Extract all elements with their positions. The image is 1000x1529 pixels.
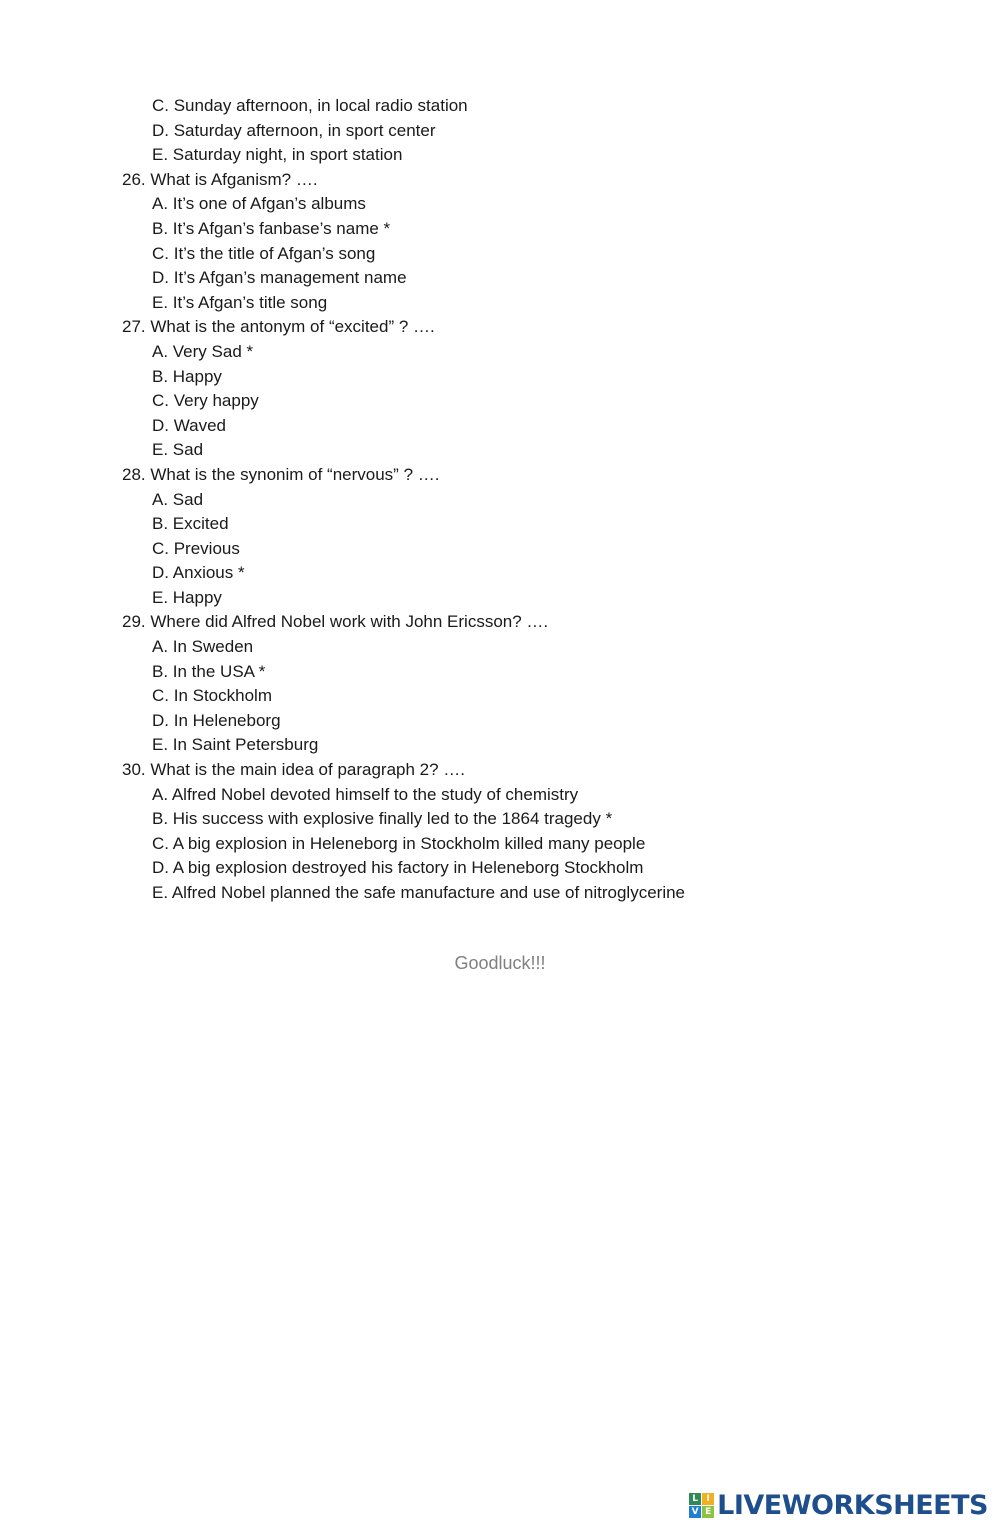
answer-option: D. It’s Afgan’s management name [152,268,407,288]
liveworksheets-wordmark: LIVEWORKSHEETS [717,1489,988,1521]
answer-option: B. It’s Afgan’s fanbase’s name * [152,218,391,238]
answer-option: E. Saturday night, in sport station [152,145,403,165]
answer-option: C. Previous [152,538,240,558]
answer-option: D. In Heleneborg [152,710,281,730]
logo-letter-v: V [689,1506,701,1518]
answer-option: A. In Sweden [152,637,254,657]
answer-option: D. A big explosion destroyed his factory in Heleneborg Stockholm [152,858,644,878]
answer-option: D. Anxious * [152,563,245,583]
answer-option: A. Alfred Nobel devoted himself to the study of chemistry [152,784,579,804]
answer-option: D. Saturday afternoon, in sport center [152,120,436,140]
answer-option: B. Excited [152,514,229,534]
answer-option: B. In the USA * [152,661,266,681]
answer-option: E. Alfred Nobel planned the safe manufacture and use of nitroglycerine [152,883,686,902]
closing-message: Goodluck!!! [454,953,546,973]
answer-option: E. Sad [152,440,204,460]
answer-option: E. Happy [152,587,222,607]
answer-option: B. Happy [152,366,222,386]
answer-option: A. Very Sad * [152,341,254,361]
liveworksheets-brand[interactable] [689,1489,988,1521]
logo-letter-l: L [689,1493,701,1505]
liveworksheets-logo-icon [689,1493,713,1517]
question-28: 28. What is the synonim of “nervous” ? …. [122,464,440,484]
answer-option: C. Sunday afternoon, in local radio station [152,96,468,115]
answer-option: C. In Stockholm [152,686,272,706]
question-30: 30. What is the main idea of paragraph 2? …. [122,760,466,780]
answer-option: A. Sad [152,489,204,509]
answer-option: B. His success with explosive finally led to the 1864 tragedy * [152,809,613,829]
question-list [0,94,1000,906]
answer-option: C. Very happy [152,391,259,411]
answer-option: C. A big explosion in Heleneborg in Stockholm killed many people [152,833,646,853]
logo-letter-i: I [702,1493,714,1505]
logo-letter-e: E [702,1506,714,1518]
answer-option: E. It’s Afgan’s title song [152,292,328,312]
answer-option: D. Waved [152,415,227,435]
answer-option: A. It’s one of Afgan’s albums [152,194,366,214]
question-27: 27. What is the antonym of “excited” ? …. [122,317,435,337]
question-29: 29. Where did Alfred Nobel work with John Ericsson? …. [122,612,549,632]
answer-option: E. In Saint Petersburg [152,735,319,755]
question-26: 26. What is Afganism? …. [122,169,318,189]
answer-option: C. It’s the title of Afgan’s song [152,243,376,263]
